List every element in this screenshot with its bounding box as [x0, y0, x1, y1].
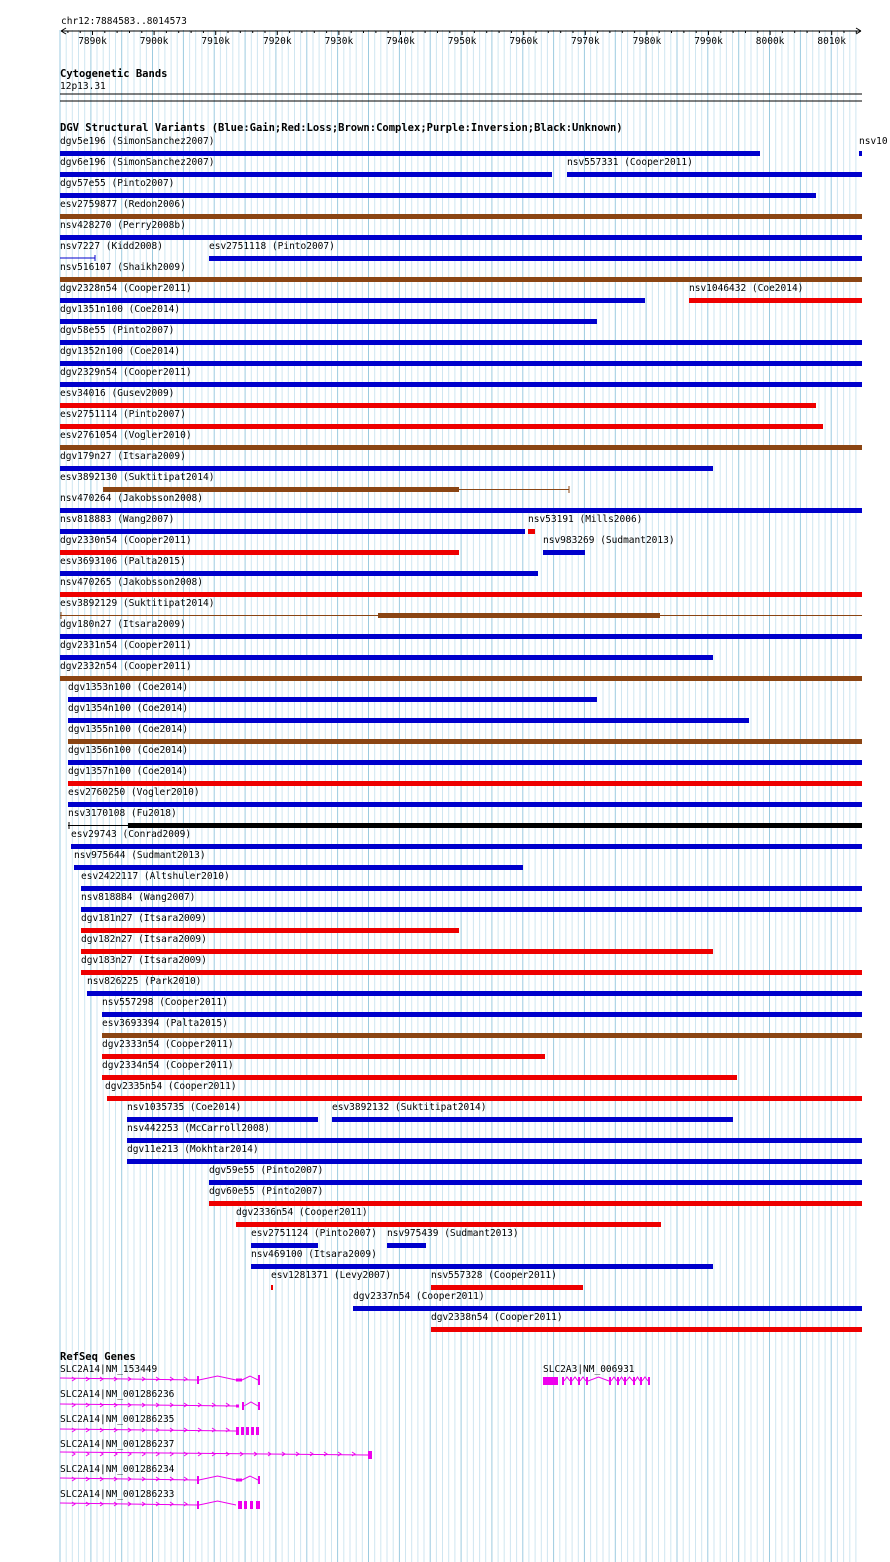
ruler-tick-label: 8010k — [817, 36, 847, 47]
ruler-tick-label: 7970k — [570, 36, 600, 47]
exon — [578, 1377, 580, 1385]
sv-bar[interactable] — [60, 676, 862, 681]
sv-feature[interactable] — [102, 1018, 862, 1038]
strand-arrow — [86, 1377, 89, 1381]
gene-label: SLC2A14|NM_001286237 — [60, 1439, 175, 1450]
ruler-tick-label: 7890k — [78, 36, 107, 47]
sv-label: esv2422117 (Altshuler2010) — [81, 871, 230, 882]
sv-label: dgv179n27 (Itsara2009) — [60, 451, 186, 462]
sv-label: nsv469100 (Itsara2009) — [251, 1249, 377, 1260]
sv-bar[interactable] — [81, 928, 459, 933]
intron — [611, 1377, 617, 1381]
sv-label: nsv557298 (Cooper2011) — [102, 997, 228, 1008]
intron — [199, 1501, 236, 1505]
exon — [236, 1427, 239, 1435]
strand-arrow — [184, 1377, 187, 1381]
ruler-tick-label: 7960k — [509, 36, 539, 47]
sv-label: dgv1354n100 (Coe2014) — [68, 703, 189, 714]
sv-label: nsv3170108 (Fu2018) — [68, 808, 177, 819]
exon — [258, 1476, 260, 1484]
ruler-axis — [61, 28, 861, 47]
sv-bar[interactable] — [102, 1075, 737, 1080]
sv-bar[interactable] — [60, 361, 862, 366]
gene-label: SLC2A14|NM_001286235 — [60, 1414, 175, 1425]
cytoband-label: 12p13.31 — [60, 81, 106, 92]
sv-label: nsv53191 (Mills2006) — [528, 514, 643, 525]
sv-feature[interactable] — [87, 976, 862, 996]
sv-label: esv2759877 (Redon2006) — [60, 199, 186, 210]
sv-label: dgv183n27 (Itsara2009) — [81, 955, 207, 966]
exon — [256, 1427, 259, 1435]
sv-feature[interactable] — [68, 766, 862, 786]
strand-arrow — [86, 1403, 89, 1407]
sv-label: nsv1035735 (Coe2014) — [127, 1102, 242, 1113]
sv-feature[interactable] — [251, 1228, 377, 1248]
exon — [236, 1479, 242, 1482]
gene-line — [60, 1404, 236, 1406]
sv-feature[interactable] — [528, 514, 642, 534]
exon — [242, 1402, 244, 1410]
sv-bar[interactable] — [60, 277, 862, 282]
exon — [236, 1379, 242, 1382]
refseq-track-title: RefSeq Genes — [60, 1351, 136, 1363]
intron — [564, 1377, 570, 1381]
exon — [197, 1476, 199, 1484]
strand-arrow — [184, 1477, 187, 1481]
sv-bar[interactable] — [127, 1159, 862, 1164]
intron — [199, 1376, 236, 1380]
sv-bar[interactable] — [127, 1138, 862, 1143]
sv-label: dgv1357n100 (Coe2014) — [68, 766, 189, 777]
sv-label: dgv59e55 (Pinto2007) — [209, 1165, 324, 1176]
sv-feature[interactable] — [81, 934, 713, 954]
sv-label: dgv2335n54 (Cooper2011) — [105, 1081, 237, 1092]
sv-label: esv2760250 (Vogler2010) — [68, 787, 200, 798]
sv-bar[interactable] — [87, 991, 862, 996]
sv-bar[interactable] — [543, 550, 585, 555]
sv-bar[interactable] — [60, 340, 862, 345]
sv-bar[interactable] — [68, 802, 862, 807]
sv-bar[interactable] — [60, 466, 713, 471]
sv-feature[interactable] — [102, 997, 862, 1017]
sv-label: nsv442253 (McCarroll2008) — [127, 1123, 270, 1134]
sv-label: esv3693106 (Palta2015) — [60, 556, 186, 567]
sv-feature[interactable] — [71, 829, 862, 849]
sv-label: dgv1352n100 (Coe2014) — [60, 346, 181, 357]
sv-feature[interactable] — [60, 556, 538, 576]
exon — [197, 1376, 199, 1384]
sv-bar[interactable] — [60, 550, 459, 555]
sv-bar[interactable] — [107, 1096, 862, 1101]
sv-bar[interactable] — [859, 151, 862, 156]
strand-arrow — [86, 1477, 89, 1481]
sv-label: dgv2330n54 (Cooper2011) — [60, 535, 192, 546]
sv-feature[interactable] — [127, 1102, 318, 1122]
sv-bar[interactable] — [103, 487, 459, 492]
exon — [586, 1377, 588, 1385]
sv-label: nsv975439 (Sudmant2013) — [387, 1228, 519, 1239]
ruler-tick-label: 7910k — [201, 36, 231, 47]
sv-feature[interactable] — [60, 409, 823, 429]
sv-bar[interactable] — [81, 970, 862, 975]
sv-feature[interactable] — [251, 1249, 713, 1269]
sv-label: nsv557328 (Cooper2011) — [431, 1270, 557, 1281]
ruler-tick-label: 8000k — [755, 36, 785, 47]
sv-label: nsv975644 (Sudmant2013) — [74, 850, 206, 861]
sv-label: dgv60e55 (Pinto2007) — [209, 1186, 324, 1197]
sv-feature[interactable] — [102, 1060, 737, 1080]
sv-label: nsv818884 (Wang2007) — [81, 892, 196, 903]
ruler-tick-label: 7950k — [447, 36, 477, 47]
sv-bar[interactable] — [60, 424, 823, 429]
sv-bar[interactable] — [60, 319, 597, 324]
sv-label: dgv2329n54 (Cooper2011) — [60, 367, 192, 378]
region-label: chr12:7884583..8014573 — [61, 16, 187, 27]
sv-bar[interactable] — [353, 1306, 862, 1311]
sv-label: esv2761054 (Vogler2010) — [60, 430, 192, 441]
sv-bar[interactable] — [60, 298, 645, 303]
exon — [633, 1377, 635, 1385]
sv-label: nsv1046432 (Coe2014) — [689, 283, 804, 294]
sv-label: nsv983269 (Sudmant2013) — [543, 535, 675, 546]
exon — [640, 1377, 642, 1385]
sv-label: dgv1356n100 (Coe2014) — [68, 745, 189, 756]
exon — [250, 1501, 253, 1509]
exon — [617, 1377, 619, 1385]
exon — [648, 1377, 650, 1385]
gene-feature[interactable] — [60, 1489, 260, 1509]
sv-feature[interactable] — [60, 178, 816, 198]
sv-bar[interactable] — [102, 1033, 862, 1038]
sv-feature[interactable] — [68, 745, 862, 765]
sv-label: nsv826225 (Park2010) — [87, 976, 202, 987]
intron — [572, 1377, 578, 1381]
sv-bar[interactable] — [60, 403, 816, 408]
sv-bar[interactable] — [68, 697, 597, 702]
sv-bar[interactable] — [209, 1201, 862, 1206]
sv-bar[interactable] — [102, 1012, 862, 1017]
ruler-tick-label: 7980k — [632, 36, 662, 47]
strand-arrow — [100, 1403, 103, 1407]
sv-bar[interactable] — [60, 634, 862, 639]
sv-label: nsv516107 (Shaikh2009) — [60, 262, 186, 273]
intron — [199, 1476, 236, 1480]
sv-label: nsv818883 (Wang2007) — [60, 514, 175, 525]
sv-label: dgv2328n54 (Cooper2011) — [60, 283, 192, 294]
sv-bar[interactable] — [60, 235, 862, 240]
sv-label: dgv2331n54 (Cooper2011) — [60, 640, 192, 651]
sv-bar[interactable] — [60, 571, 538, 576]
sv-label: dgv1353n100 (Coe2014) — [68, 682, 189, 693]
sv-feature[interactable] — [68, 682, 597, 702]
sv-label: esv29743 (Conrad2009) — [71, 829, 192, 840]
ruler-tick-label: 7930k — [324, 36, 354, 47]
sv-feature[interactable] — [127, 1123, 862, 1143]
sv-label: esv3892130 (Suktitipat2014) — [60, 472, 215, 483]
sv-label: nsv470264 (Jakobsson2008) — [60, 493, 203, 504]
sv-bar[interactable] — [74, 865, 523, 870]
sv-label: dgv2337n54 (Cooper2011) — [353, 1291, 485, 1302]
gene-label: SLC2A14|NM_001286233 — [60, 1489, 175, 1500]
ruler-track — [61, 16, 861, 47]
gene-label: SLC2A14|NM_001286234 — [60, 1464, 175, 1475]
sv-bar[interactable] — [81, 886, 862, 891]
sv-label: dgv2332n54 (Cooper2011) — [60, 661, 192, 672]
sv-bar[interactable] — [387, 1243, 426, 1248]
sv-bar[interactable] — [68, 739, 862, 744]
gene-line — [60, 1429, 236, 1431]
sv-bar[interactable] — [236, 1222, 661, 1227]
gene-label: SLC2A14|NM_001286236 — [60, 1389, 175, 1400]
sv-bar[interactable] — [60, 655, 713, 660]
strand-arrow — [198, 1403, 201, 1407]
sv-feature[interactable] — [859, 136, 888, 156]
sv-label: dgv2334n54 (Cooper2011) — [102, 1060, 234, 1071]
sv-label: esv3892132 (Suktitipat2014) — [332, 1102, 487, 1113]
gene-feature[interactable] — [60, 1464, 260, 1484]
sv-label: dgv58e55 (Pinto2007) — [60, 325, 175, 336]
strand-arrow — [184, 1502, 187, 1506]
strand-arrow — [184, 1452, 187, 1456]
strand-arrow — [352, 1452, 355, 1456]
sv-label: esv2751118 (Pinto2007) — [209, 241, 335, 252]
intron — [580, 1377, 586, 1381]
gene-label: SLC2A14|NM_153449 — [60, 1364, 158, 1375]
sv-label: nsv7227 (Kidd2008) — [60, 241, 163, 252]
exon — [562, 1377, 564, 1385]
exon — [251, 1427, 254, 1435]
ruler-tick-label: 7940k — [386, 36, 415, 47]
strand-arrow — [198, 1452, 201, 1456]
cytoband-title: Cytogenetic Bands — [60, 68, 168, 80]
sv-feature[interactable] — [60, 157, 552, 177]
dgv-track-title: DGV Structural Variants (Blue:Gain;Red:Loss;Brown:Complex;Purple:Inversion;Black:Unknown) — [60, 122, 623, 134]
exon — [241, 1427, 244, 1435]
exon — [543, 1377, 558, 1385]
sv-label: nsv428270 (Perry2008b) — [60, 220, 186, 231]
sv-bar[interactable] — [431, 1285, 583, 1290]
ruler-tick-label: 7990k — [694, 36, 723, 47]
intron — [588, 1377, 609, 1381]
sv-feature[interactable] — [689, 283, 862, 303]
sv-feature[interactable] — [74, 850, 523, 870]
ruler-tick-label: 7900k — [139, 36, 169, 47]
sv-label: dgv2333n54 (Cooper2011) — [102, 1039, 234, 1050]
sv-feature[interactable] — [353, 1291, 862, 1311]
intron — [242, 1476, 258, 1480]
sv-bar[interactable] — [60, 382, 862, 387]
sv-label: dgv2338n54 (Cooper2011) — [431, 1312, 563, 1323]
intron — [635, 1377, 640, 1381]
sv-bar[interactable] — [60, 214, 862, 219]
sv-feature[interactable] — [60, 472, 569, 493]
sv-bar[interactable] — [209, 256, 862, 261]
sv-bar[interactable] — [81, 907, 862, 912]
sv-feature[interactable] — [105, 1081, 862, 1101]
sv-label: dgv2336n54 (Cooper2011) — [236, 1207, 368, 1218]
sv-bar[interactable] — [251, 1264, 713, 1269]
sv-label: esv1281371 (Levy2007) — [271, 1270, 392, 1281]
sv-bar[interactable] — [60, 529, 525, 534]
gene-feature[interactable] — [60, 1414, 259, 1435]
sv-label: esv3892129 (Suktitipat2014) — [60, 598, 215, 609]
sv-bar[interactable] — [68, 781, 862, 786]
sv-label: dgv11e213 (Mokhtar2014) — [127, 1144, 259, 1155]
sv-bar[interactable] — [60, 151, 760, 156]
sv-bar[interactable] — [60, 508, 862, 513]
exon — [256, 1501, 260, 1509]
sv-label: nsv557331 (Cooper2011) — [567, 157, 693, 168]
sv-feature[interactable] — [60, 136, 760, 156]
sv-label: nsv470265 (Jakobsson2008) — [60, 577, 203, 588]
gene-feature[interactable] — [60, 1364, 260, 1385]
sv-bar[interactable] — [60, 445, 862, 450]
sv-label: dgv181n27 (Itsara2009) — [81, 913, 207, 924]
strand-arrow — [198, 1428, 201, 1432]
strand-arrow — [338, 1452, 341, 1456]
sv-label: esv2751124 (Pinto2007) — [251, 1228, 377, 1239]
exon — [368, 1451, 372, 1459]
sv-feature[interactable] — [60, 283, 645, 303]
intron — [642, 1377, 648, 1381]
exon — [236, 1405, 239, 1408]
sv-label: dgv57e55 (Pinto2007) — [60, 178, 175, 189]
sv-bar[interactable] — [60, 193, 816, 198]
intron — [626, 1377, 633, 1381]
sv-feature[interactable] — [127, 1144, 862, 1164]
sv-bar[interactable] — [271, 1285, 273, 1290]
sv-bar[interactable] — [102, 1054, 545, 1059]
intron — [242, 1376, 258, 1380]
sv-bar[interactable] — [81, 949, 713, 954]
exon — [238, 1501, 242, 1509]
exon — [258, 1402, 260, 1410]
exon — [624, 1377, 626, 1385]
sv-label: dgv182n27 (Itsara2009) — [81, 934, 207, 945]
strand-arrow — [100, 1428, 103, 1432]
sv-bar[interactable] — [528, 529, 535, 534]
sv-label: dgv5e196 (SimonSanchez2007) — [60, 136, 215, 147]
sv-feature[interactable] — [102, 1039, 545, 1059]
refseq-features — [60, 1364, 650, 1509]
strand-arrow — [86, 1502, 89, 1506]
sv-bar[interactable] — [60, 172, 552, 177]
gene-feature[interactable] — [60, 1389, 260, 1410]
sv-bar[interactable] — [68, 718, 749, 723]
sv-feature[interactable] — [60, 388, 816, 408]
sv-label: dgv6e196 (SimonSanchez2007) — [60, 157, 215, 168]
sv-bar[interactable] — [567, 172, 862, 177]
sv-feature[interactable] — [68, 724, 862, 744]
sv-bar[interactable] — [60, 592, 862, 597]
sv-bar[interactable] — [332, 1117, 733, 1122]
sv-bar[interactable] — [128, 823, 862, 828]
sv-bar[interactable] — [68, 760, 862, 765]
gene-label: SLC2A3|NM_006931 — [543, 1364, 635, 1375]
sv-feature[interactable] — [387, 1228, 519, 1248]
sv-label: nsv10 — [859, 136, 888, 147]
strand-arrow — [86, 1428, 89, 1432]
exon — [258, 1375, 260, 1385]
sv-bar[interactable] — [127, 1117, 318, 1122]
refseq-track — [60, 1351, 650, 1509]
sv-bar[interactable] — [71, 844, 862, 849]
sv-feature[interactable] — [60, 241, 163, 261]
exon — [244, 1501, 247, 1509]
exon — [197, 1501, 199, 1509]
exon — [609, 1377, 611, 1385]
sv-label: dgv1351n100 (Coe2014) — [60, 304, 181, 315]
sv-label: dgv180n27 (Itsara2009) — [60, 619, 186, 630]
ruler-tick-label: 7920k — [262, 36, 292, 47]
sv-label: esv34016 (Gusev2009) — [60, 388, 175, 399]
sv-feature[interactable] — [332, 1102, 733, 1122]
exon — [246, 1427, 249, 1435]
exon — [570, 1377, 572, 1385]
sv-label: dgv1355n100 (Coe2014) — [68, 724, 189, 735]
sv-bar[interactable] — [378, 613, 660, 618]
sv-bar[interactable] — [689, 298, 862, 303]
sv-feature[interactable] — [68, 787, 862, 807]
sv-bar[interactable] — [251, 1243, 318, 1248]
sv-bar[interactable] — [209, 1180, 862, 1185]
sv-feature[interactable] — [68, 808, 862, 829]
sv-bar[interactable] — [431, 1327, 862, 1332]
sv-feature[interactable] — [68, 703, 749, 723]
sv-label: esv3693394 (Palta2015) — [102, 1018, 228, 1029]
sv-label: esv2751114 (Pinto2007) — [60, 409, 186, 420]
